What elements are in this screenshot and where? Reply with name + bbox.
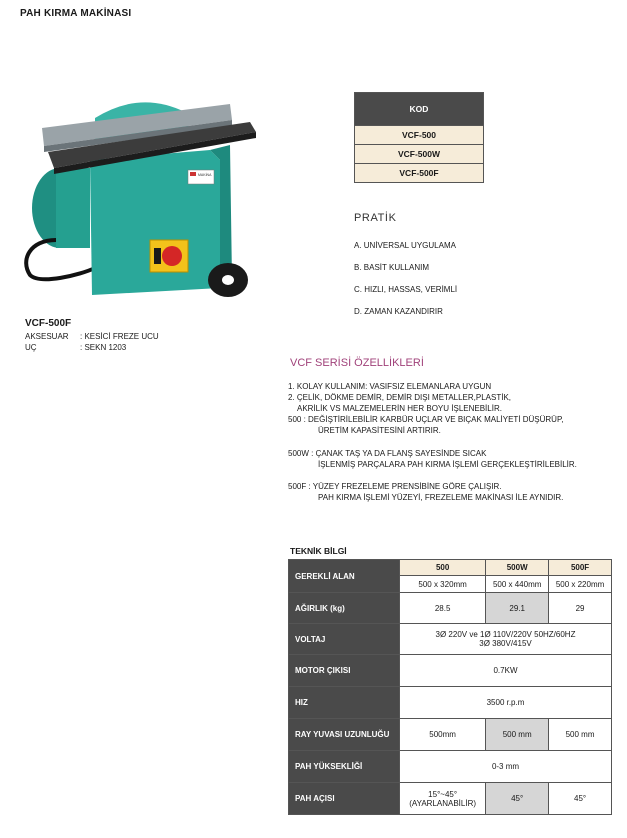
- code-table-header: KOD: [355, 93, 484, 126]
- tech-label: VOLTAJ: [289, 624, 400, 655]
- angle-note: (AYARLANABİLİR): [409, 798, 477, 808]
- tech-col-header: 500W: [486, 560, 549, 576]
- accessory-row: [25, 343, 126, 352]
- pratik-item: A. UNİVERSAL UYGULAMA: [354, 241, 456, 250]
- tech-title: TEKNİK BİLGİ: [290, 546, 347, 556]
- tech-cell: 500mm: [400, 719, 486, 751]
- pratik-title: PRATİK: [354, 212, 397, 224]
- tech-table: [288, 559, 612, 815]
- accessory-key: AKSESUAR: [25, 332, 69, 341]
- tech-cell: 3500 r.p.m: [400, 687, 612, 719]
- tech-cell: 500 mm: [486, 719, 549, 751]
- code-table-cell: VCF-500: [355, 126, 484, 145]
- tech-label: RAY YUVASI UZUNLUĞU: [289, 719, 400, 751]
- feature-line: AKRİLİK VS MALZEMELERİN HER BOYU İŞLENEBİLİR.: [297, 404, 502, 413]
- feature-line: 500 : DEĞİŞTİRİLEBİLİR KARBÜR UÇLAR VE BIÇAK MALİYETİ DÜŞÜRÜP,: [288, 415, 564, 424]
- features-title: VCF SERİSİ ÖZELLİKLERİ: [290, 357, 424, 369]
- tech-col-header: 500: [400, 560, 486, 576]
- tech-label: GEREKLİ ALAN: [289, 560, 400, 593]
- code-table-cell: VCF-500W: [355, 145, 484, 164]
- brand-label-text: MAKİNA: [198, 173, 212, 177]
- tech-cell: 500 mm: [549, 719, 612, 751]
- accessory-key: UÇ: [25, 343, 37, 352]
- tech-label: MOTOR ÇIKISI: [289, 655, 400, 687]
- tech-label: PAH YÜKSEKLİĞİ: [289, 751, 400, 783]
- emergency-stop: [162, 246, 182, 266]
- tech-label: PAH AÇISI: [289, 783, 400, 815]
- tech-cell-angle: [400, 783, 486, 815]
- angle-value: 15°~45°: [428, 789, 458, 799]
- accessory-value: : KESİCİ FREZE UCU: [80, 332, 159, 341]
- tech-cell: 0-3 mm: [400, 751, 612, 783]
- tech-cell: 29.1: [486, 593, 549, 624]
- machine-illustration: [20, 90, 260, 310]
- feature-line: İŞLENMİŞ PARÇALARA PAH KIRMA İŞLEMİ GERÇEKLEŞTİRİLEBİLİR.: [318, 460, 577, 469]
- tech-cell-voltage: [400, 624, 612, 655]
- feature-line: 500F : YÜZEY FREZELEME PRENSİBİNE GÖRE ÇALIŞIR.: [288, 482, 502, 491]
- tech-cell: 29: [549, 593, 612, 624]
- voltage-line: 3Ø 380V/415V: [479, 639, 532, 648]
- tech-cell: 500 x 440mm: [486, 576, 549, 593]
- tech-label: HIZ: [289, 687, 400, 719]
- page-title: PAH KIRMA MAKİNASI: [20, 8, 132, 19]
- tech-col-header: 500F: [549, 560, 612, 576]
- feature-line: PAH KIRMA İŞLEMİ YÜZEYİ, FREZELEME MAKİNASI İLE AYNIDIR.: [318, 493, 564, 502]
- tech-label: AĞIRLIK (kg): [289, 593, 400, 624]
- code-table: [354, 92, 484, 183]
- feature-line: ÜRETİM KAPASİTESİNİ ARTIRIR.: [318, 426, 441, 435]
- feature-line: 1. KOLAY KULLANIM: VASIFSIZ ELEMANLARA UYGUN: [288, 382, 492, 391]
- pratik-item: D. ZAMAN KAZANDIRIR: [354, 307, 443, 316]
- accessory-value: : SEKN 1203: [80, 343, 127, 352]
- tech-cell: 45°: [549, 783, 612, 815]
- accessory-row: [25, 332, 159, 341]
- feature-line: 500W : ÇANAK TAŞ YA DA FLANŞ SAYESİNDE SICAK: [288, 449, 487, 458]
- tech-cell: 28.5: [400, 593, 486, 624]
- tech-cell: 0.7KW: [400, 655, 612, 687]
- product-model: VCF-500F: [25, 318, 72, 329]
- pratik-item: B. BASİT KULLANIM: [354, 263, 429, 272]
- pratik-item: C. HIZLI, HASSAS, VERİMLİ: [354, 285, 458, 294]
- tech-cell: 500 x 320mm: [400, 576, 486, 593]
- tech-cell: 500 x 220mm: [549, 576, 612, 593]
- feature-line: 2. ÇELİK, DÖKME DEMİR, DEMİR DIŞI METALLER,PLASTİK,: [288, 393, 512, 402]
- code-table-cell: VCF-500F: [355, 164, 484, 183]
- tech-cell: 45°: [486, 783, 549, 815]
- voltage-line: 3Ø 220V ve 1Ø 110V/220V 50HZ/60HZ: [435, 630, 576, 639]
